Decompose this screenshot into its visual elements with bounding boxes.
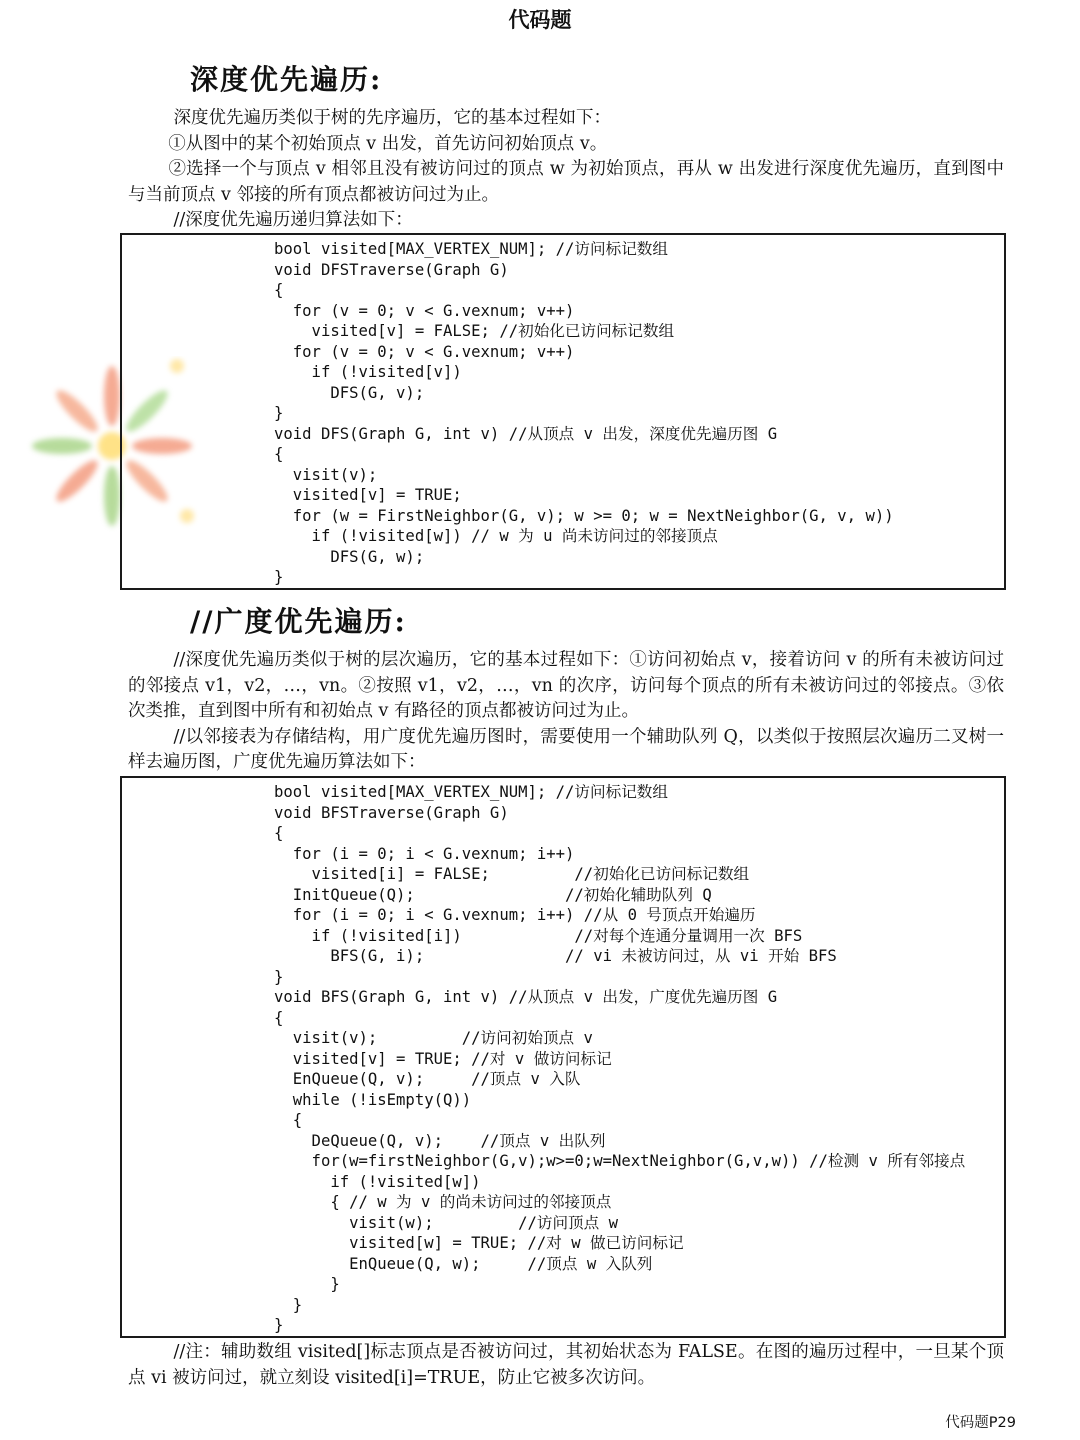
bfs-section-title: //广度优先遍历:	[190, 605, 407, 638]
page-number: 代码题P29	[945, 1415, 1016, 1431]
dfs-step-2-text: ②选择一个与顶点 v 相邻且没有被访问过的顶点 w 为初始顶点，再从 w 出发进行深度优先遍历，直到图中与当前顶点 v 邻接的所有顶点都被访问过为止。	[128, 159, 1004, 205]
dfs-algo-label: //深度优先遍历递归算法如下：	[173, 210, 413, 230]
page-header-title: 代码题	[508, 8, 572, 32]
dfs-description	[128, 106, 1004, 234]
bfs-paragraph-2: //以邻接表为存储结构，用广度优先遍历图时，需要使用一个辅助队列 Q，以类似于按照层次遍历二叉树一样去遍历图，广度优先遍历算法如下：	[128, 726, 1004, 772]
dfs-intro: 深度优先遍历类似于树的先序遍历，它的基本过程如下：	[173, 108, 611, 128]
dfs-section-title: 深度优先遍历:	[190, 63, 383, 96]
bfs-note: //注：辅助数组 visited[]标志顶点是否被访问过，其初始状态为 FALSE。在图的遍历过程中，一旦某个顶点 vi 被访问过，就立刻设 visited[i]=TRUE，防止它被多次访问。	[128, 1342, 1004, 1388]
bfs-code-block: bool visited[MAX_VERTEX_NUM]; //访问标记数组 void BFSTraverse(Graph G) { for (i = 0; i < G.vexnum; i++) visited[i] = FALSE; //初始化已访问标记数组 InitQueue(Q); //初始化辅助队列 Q for (i = 0; i < G.vexnum; i++) //从 0 号顶点开始遍历 if (!visited[i]) //对每个连通分量调用一次 BFS BFS(G, i); // vi 未被访问过，从 vi 开始 BFS } void BFS(Graph G, int v) //从顶点 v 出发，广度优先遍历图 G { visit(v); //访问初始顶点 v visited[v] = TRUE; //对 v 做访问标记 EnQueue(Q, v); //顶点 v 入队 while (!isEmpty(Q)) { DeQueue(Q, v); //顶点 v 出队列 for(w=firstNeighbor(G,v);w>=0;w=NextNeighbor(G,v,w)) //检测 v 所有邻接点 if (!visited[w]) { // w 为 v 的尚未访问过的邻接顶点 visit(w); //访问顶点 w visited[w] = TRUE; //对 w 做已访问标记 EnQueue(Q, w); //顶点 w 入队列 } } }	[274, 783, 966, 1334]
dfs-step-2	[128, 157, 1004, 208]
bfs-description	[128, 648, 1004, 776]
dfs-step-1: ①从图中的某个初始顶点 v 出发，首先访问初始顶点 v。	[168, 133, 608, 154]
dfs-code-block: bool visited[MAX_VERTEX_NUM]; //访问标记数组 void DFSTraverse(Graph G) { for (v = 0; v < G.vexnum; v++) visited[v] = FALSE; //初始化已访问标记数组 for (v = 0; v < G.vexnum; v++) if (!visited[v]) DFS(G, v); } void DFS(Graph G, int v) //从顶点 v 出发，深度优先遍历图 G { visit(v); visited[v] = TRUE; for (w = FirstNeighbor(G, v); w >= 0; w = NextNeighbor(G, v, w)) if (!visited[w]) // w 为 u 尚未访问过的邻接顶点 DFS(G, w); }	[274, 240, 894, 586]
dfs-code-box	[120, 233, 1006, 590]
bfs-code-box	[120, 776, 1006, 1338]
bfs-paragraph-1: //深度优先遍历类似于树的层次遍历，它的基本过程如下：①访问初始点 v，接着访问 v 的所有未被访问过的邻接点 v1，v2，…，vn。②按照 v1，v2，…，vn 的次序，访问每个顶点的所有未被访问过的邻接点。③依次类推，直到图中所有和初始点 v 有路径的顶点都被访问过为止。	[128, 650, 1004, 721]
